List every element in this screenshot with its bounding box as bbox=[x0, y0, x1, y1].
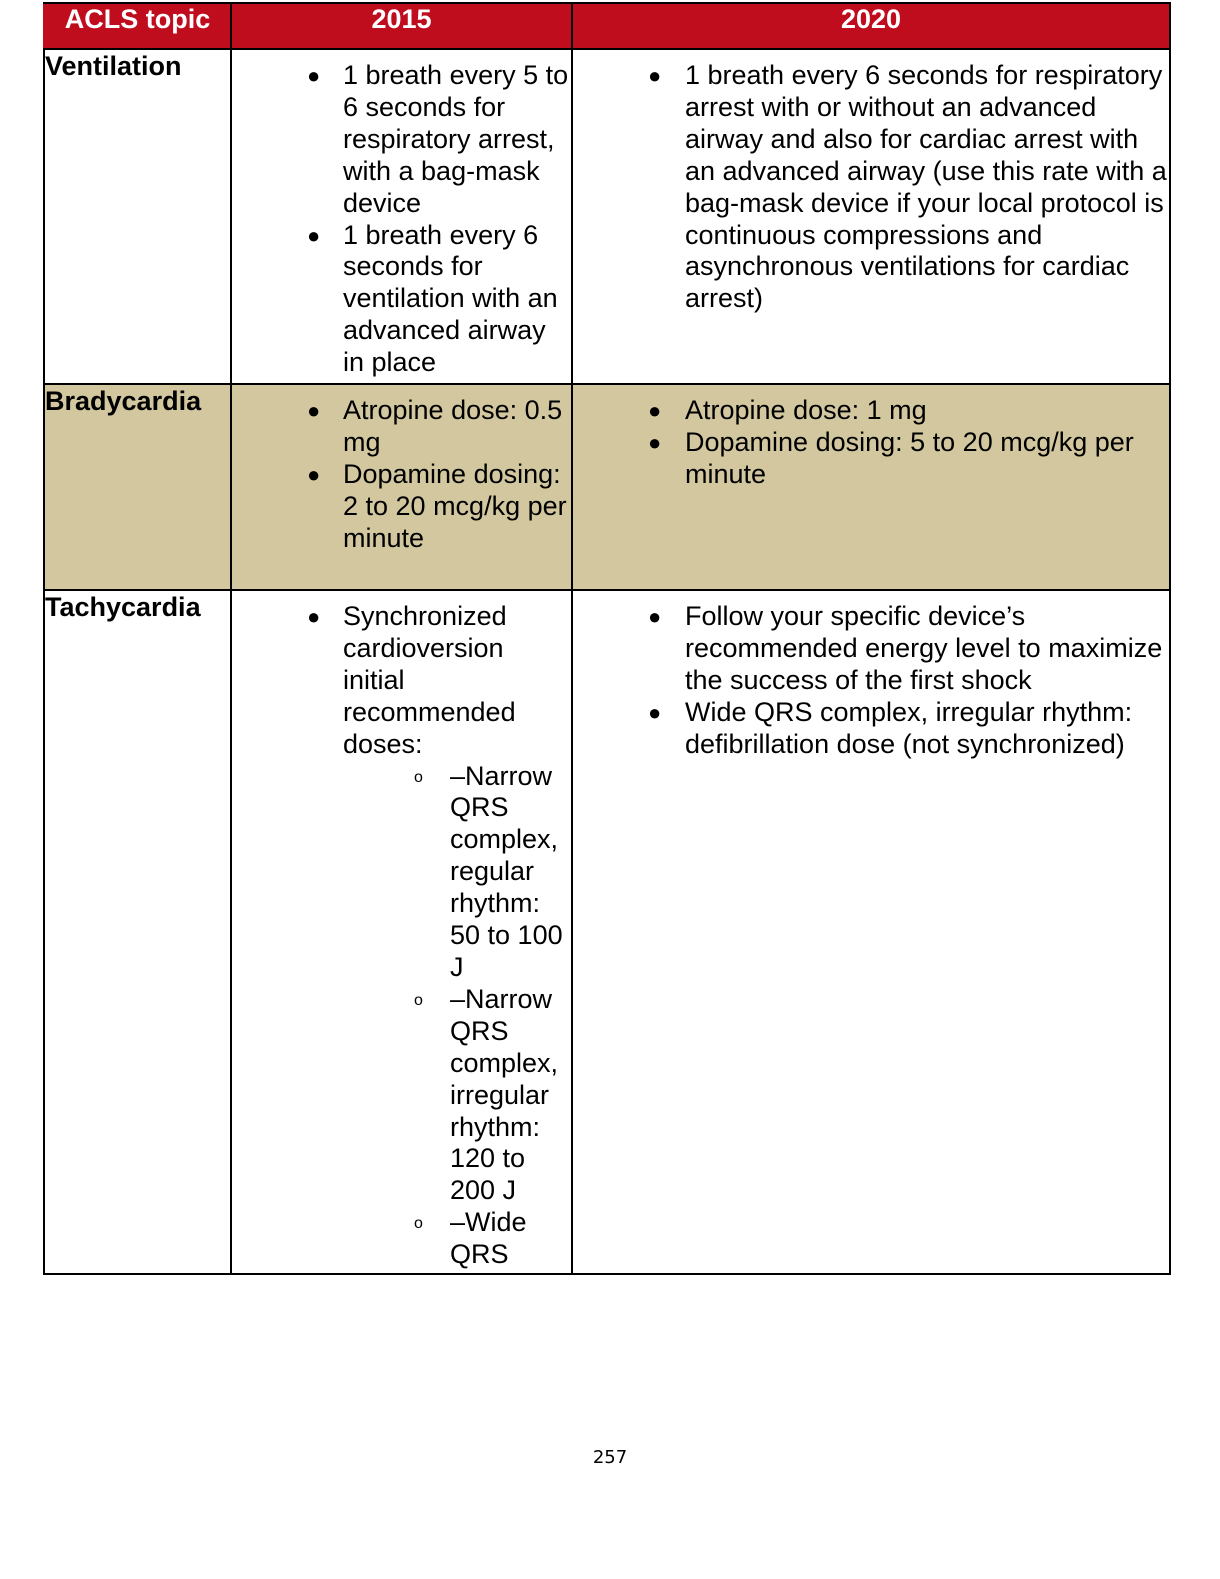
page-number: 257 bbox=[592, 1447, 628, 1468]
bullet-icon: ● bbox=[648, 63, 662, 88]
list-item: ● 1 breath every 6 seconds for respiratory arrest with or without an advanced airway and also for cardiac arrest with an advanced airway (use this rate with a bag-mask device if your local protocol is continuous compressions and asynchronous ventilations for cardiac arrest) bbox=[648, 60, 1167, 314]
tachycardia-2015-cell bbox=[231, 590, 572, 1274]
bullet-icon: ● bbox=[307, 461, 321, 487]
bullet-icon: ● bbox=[307, 398, 321, 423]
list-item: ● 1 breath every 6 seconds for ventilation with an advanced airway in place bbox=[307, 219, 558, 378]
list-item: ● 1 breath every 5 to 6 seconds for respiratory arrest, with a bag-mask device bbox=[307, 60, 569, 218]
sublist-item: o –Wide QRS bbox=[414, 1207, 527, 1270]
bullet-icon: ● bbox=[307, 222, 321, 248]
circle-bullet-icon: o bbox=[414, 768, 423, 786]
bullet-icon: ● bbox=[307, 604, 321, 629]
ventilation-2020-cell bbox=[572, 49, 1170, 384]
circle-bullet-icon: o bbox=[414, 991, 423, 1009]
header-2015: 2015 bbox=[231, 3, 572, 49]
topic-bradycardia: Bradycardia bbox=[44, 384, 231, 590]
ventilation-2015-list bbox=[232, 50, 571, 379]
topic-tachycardia: Tachycardia bbox=[44, 590, 231, 1274]
tachycardia-2015-list bbox=[232, 591, 571, 1271]
table-header-row bbox=[44, 3, 1170, 49]
bullet-icon: ● bbox=[307, 63, 321, 88]
header-acls-topic: ACLS topic bbox=[44, 3, 231, 49]
bradycardia-2020-cell bbox=[572, 384, 1170, 590]
circle-bullet-icon: o bbox=[414, 1215, 423, 1233]
bullet-icon: ● bbox=[648, 398, 662, 423]
list-item: ● Synchronized cardioversion initial recommended doses: o –Narrow QRS complex, regular rhythm: 50 to 100 J o –Narrow QRS complex, irregular rhythm: 120 to 200 J o –Wide QRS bbox=[343, 601, 571, 1271]
topic-ventilation: Ventilation bbox=[44, 49, 231, 384]
header-2020: 2020 bbox=[572, 3, 1170, 49]
list-item: ● Wide QRS complex, irregular rhythm: defibrillation dose (not synchronized) bbox=[648, 696, 1133, 759]
bullet-icon: ● bbox=[648, 429, 662, 455]
table-row-ventilation bbox=[44, 49, 1170, 384]
sublist-item: o –Narrow QRS complex, regular rhythm: 50 to 100 J bbox=[414, 760, 563, 982]
tachycardia-2020-list bbox=[573, 591, 1169, 761]
table-row-tachycardia bbox=[44, 590, 1170, 1274]
list-item: ● Follow your specific device’s recommended energy level to maximize the success of the first shock bbox=[648, 601, 1163, 695]
list-item: ● Atropine dose: 1 mg bbox=[648, 395, 927, 425]
list-item: ● Dopamine dosing: 5 to 20 mcg/kg per minute bbox=[648, 426, 1134, 489]
table-row-bradycardia bbox=[44, 384, 1170, 590]
list-item: ● Dopamine dosing: 2 to 20 mcg/kg per minute bbox=[307, 458, 567, 553]
tachycardia-2015-sublist bbox=[343, 761, 571, 1272]
bullet-icon: ● bbox=[648, 604, 662, 629]
bullet-icon: ● bbox=[648, 699, 662, 725]
sublist-item: o –Narrow QRS complex, irregular rhythm: 120 to 200 J bbox=[414, 983, 559, 1206]
acls-comparison-table bbox=[43, 2, 1171, 1275]
list-item: ● Atropine dose: 0.5 mg bbox=[307, 395, 563, 457]
bradycardia-2015-list bbox=[232, 385, 571, 555]
ventilation-2020-list bbox=[573, 50, 1169, 315]
bradycardia-2015-cell bbox=[231, 384, 572, 590]
tachycardia-2020-cell bbox=[572, 590, 1170, 1274]
ventilation-2015-cell bbox=[231, 49, 572, 384]
bradycardia-2020-list bbox=[573, 385, 1169, 491]
